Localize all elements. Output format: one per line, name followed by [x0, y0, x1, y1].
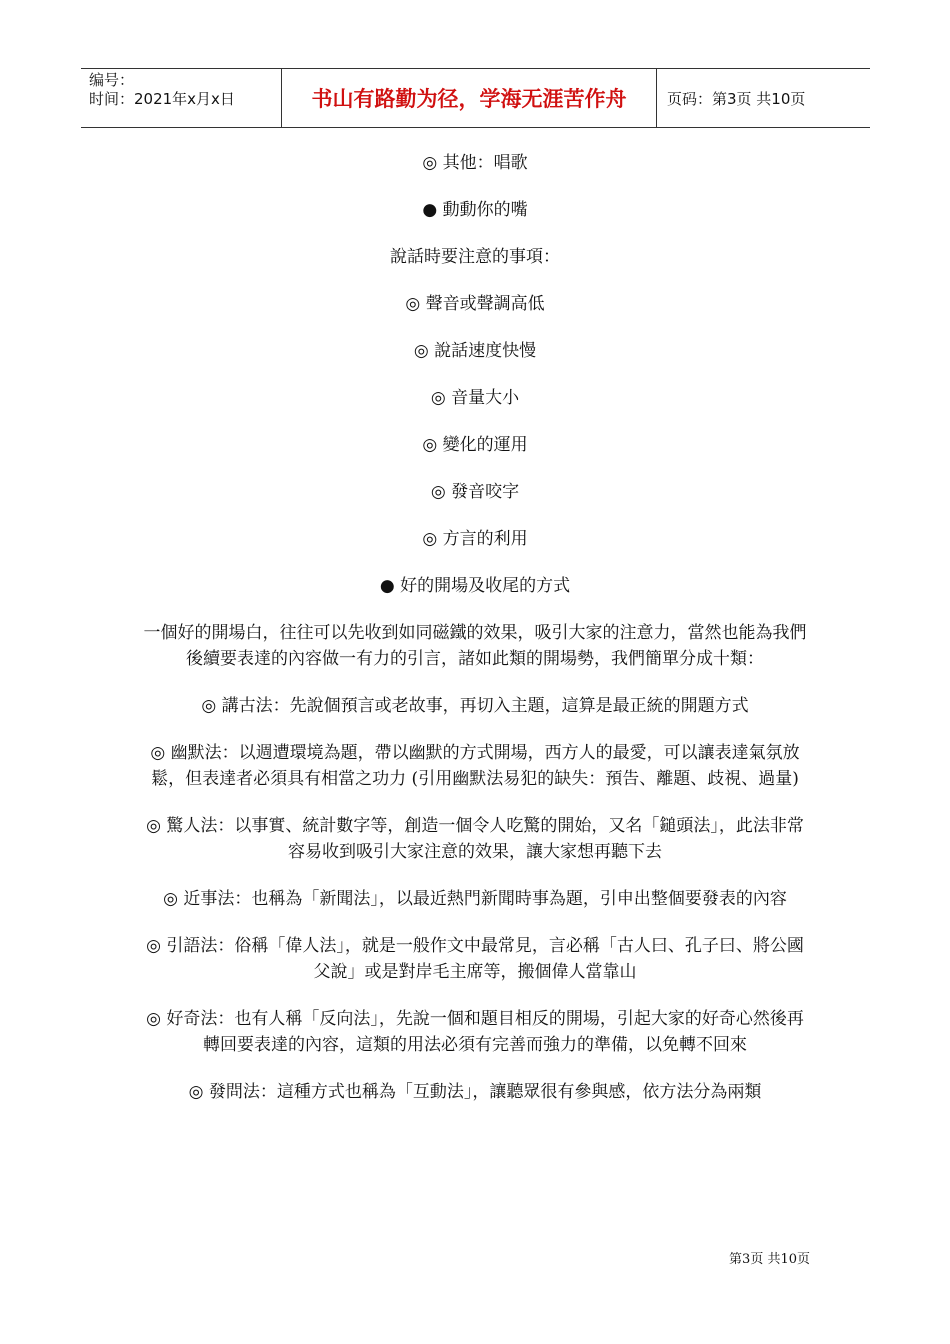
paragraph: 一個好的開場白，往往可以先收到如同磁鐵的效果，吸引大家的注意力，當然也能為我們後續要表達的內容做一有力的引言，諸如此類的開場勢，我們簡單分成十類：	[143, 623, 807, 669]
header-motto: 书山有路勤为径，学海无涯苦作舟	[281, 69, 657, 127]
document-body	[143, 150, 807, 1126]
line-item: ◎ 其他：唱歌	[422, 153, 528, 173]
header-meta	[81, 69, 281, 127]
line-item: ◎ 變化的運用	[422, 435, 528, 455]
section-heading: ● 好的開場及收尾的方式	[379, 576, 571, 596]
time-label: 时间：2021年x月x日	[89, 90, 235, 108]
paragraph: ◎ 好奇法：也有人稱「反向法」，先說一個和題目相反的開場，引起大家的好奇心然後再轉回要表達的內容，這類的用法必須有完善而強力的準備，以免轉不回來	[146, 1009, 804, 1055]
page-footer: 第3页 共10页	[729, 1252, 810, 1267]
paragraph: ◎ 幽默法：以週遭環境為題，帶以幽默的方式開場，西方人的最愛，可以讓表達氣氛放鬆，但表達者必須具有相當之功力 (引用幽默法易犯的缺失：預告、離題、歧視、過量)	[150, 743, 800, 789]
line-item: ◎ 說話速度快慢	[413, 341, 537, 361]
paragraph: ◎ 引語法：俗稱「偉人法」，就是一般作文中最常見，言必稱「古人曰、孔子曰、將公國父說」或是對岸毛主席等，搬個偉人當靠山	[146, 936, 804, 982]
header-page-number: 页码：第3页 共10页	[667, 89, 806, 108]
line-item: ◎ 方言的利用	[422, 529, 528, 549]
paragraph: ◎ 近事法：也稱為「新聞法」，以最近熱門新聞時事為題，引申出整個要發表的內容	[163, 889, 787, 909]
line-item: ◎ 聲音或聲調高低	[405, 294, 545, 314]
line-item: 說話時要注意的事項：	[390, 247, 560, 267]
line-item: ◎ 發音咬字	[430, 482, 520, 502]
paragraph: ◎ 驚人法：以事實、統計數字等，創造一個令人吃驚的開始，又名「鎚頭法」，此法非常容易收到吸引大家注意的效果，讓大家想再聽下去	[146, 816, 804, 862]
section-heading: ● 動動你的嘴	[422, 200, 528, 220]
line-item: ◎ 音量大小	[430, 388, 520, 408]
number-label: 编号：	[89, 71, 135, 89]
page-header	[81, 68, 870, 128]
paragraph: ◎ 講古法：先說個預言或老故事，再切入主題，這算是最正統的開題方式	[201, 696, 749, 716]
paragraph: ◎ 發問法：這種方式也稱為「互動法」，讓聽眾很有參與感，依方法分為兩類	[188, 1082, 762, 1102]
